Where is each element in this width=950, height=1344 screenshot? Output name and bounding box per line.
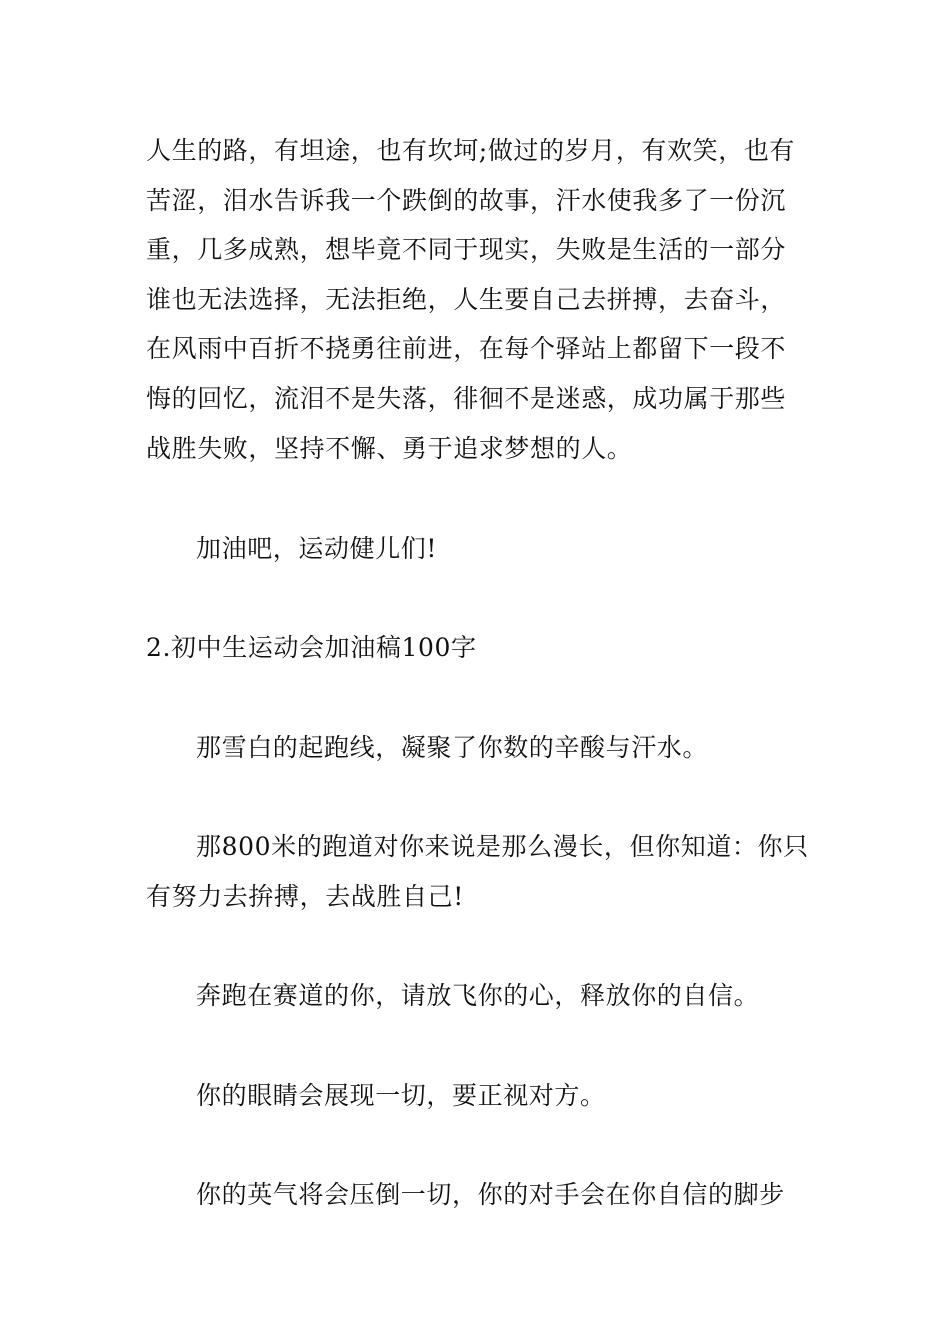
paragraph-line: 重，几多成熟，想毕竟不同于现实，失败是生活的一部分	[146, 235, 787, 265]
paragraph-running	[146, 971, 826, 1021]
paragraph-line: 人生的路，有坦途，也有坎坷;做过的岁月，有欢笑，也有	[146, 136, 796, 165]
paragraph-line: 那雪白的起跑线，凝聚了你数的辛酸与汗水。	[196, 733, 709, 762]
paragraph-line: 苦涩，泪水告诉我一个跌倒的故事，汗水使我多了一份沉	[146, 185, 787, 215]
paragraph-line: 奔跑在赛道的你，请放飞你的心，释放你的自信。	[196, 981, 760, 1010]
paragraph-cheer	[146, 524, 826, 574]
paragraph-line: 有努力去拚搏，去战胜自己!	[146, 881, 464, 911]
paragraph-life-path	[146, 126, 826, 473]
paragraph-line: 战胜失败，坚持不懈、勇于追求梦想的人。	[146, 433, 633, 463]
paragraph-line: 那800米的跑道对你来说是那么漫长，但你知道：你只	[196, 832, 809, 861]
paragraph-eyes	[146, 1071, 826, 1121]
paragraph-line: 在风雨中百折不挠勇往前进，在每个驿站上都留下一段不	[146, 334, 787, 364]
paragraph-line: 谁也无法选择，无法拒绝，人生要自己去拼搏，去奋斗，	[146, 284, 787, 314]
paragraph-line: 你的眼睛会展现一切，要正视对方。	[196, 1081, 606, 1110]
paragraph-spirit	[146, 1170, 826, 1220]
section-heading	[146, 623, 826, 673]
paragraph-line: 你的英气将会压倒一切，你的对手会在你自信的脚步	[196, 1180, 785, 1209]
paragraph-line: 加油吧，运动健儿们!	[196, 534, 438, 563]
paragraph-line: 悔的回忆，流泪不是失落，徘徊不是迷惑，成功属于那些	[146, 383, 787, 413]
paragraph-starting-line	[146, 723, 826, 773]
heading-text: 2.初中生运动会加油稿100字	[146, 633, 477, 662]
paragraph-track	[146, 822, 826, 921]
